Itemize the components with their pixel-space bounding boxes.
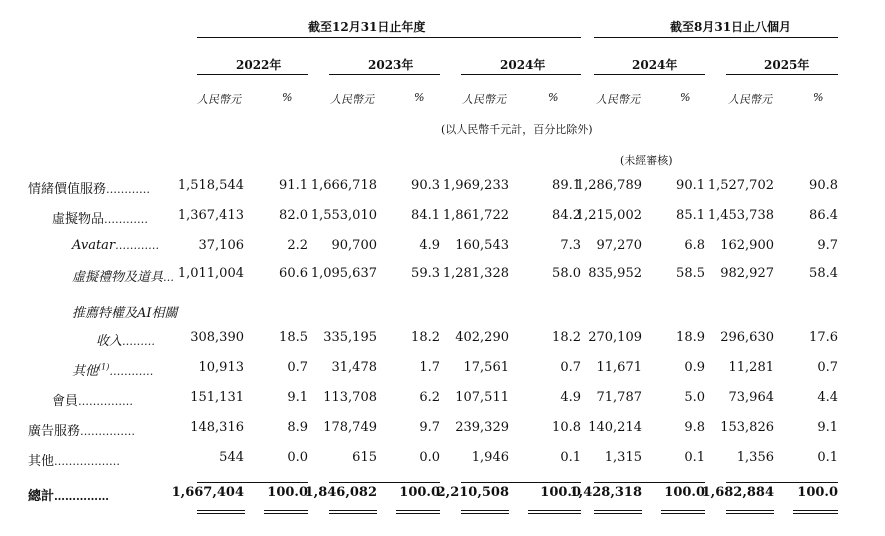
percent-cell: 0.1 xyxy=(560,450,581,465)
leader-dots: …………… xyxy=(78,395,134,408)
amount-cell: 37,106 xyxy=(198,238,244,253)
amount-cell: 107,511 xyxy=(455,390,509,405)
group-header-year: 截至12月31日止年度 xyxy=(308,20,426,34)
amount-cell: 1,215,002 xyxy=(575,208,642,223)
footnote-marker: (1) xyxy=(98,362,110,372)
amount-cell: 11,671 xyxy=(596,360,642,375)
amount-cell: 2,210,508 xyxy=(436,485,509,500)
leader-dots: ……………… xyxy=(54,455,121,468)
total-top-rule-5 xyxy=(726,482,838,483)
percent-cell: 58.5 xyxy=(676,266,705,281)
percent-cell: 8.9 xyxy=(287,420,308,435)
amount-cell: 1,682,884 xyxy=(701,485,774,500)
percent-cell: 2.2 xyxy=(287,238,308,253)
amount-cell: 1,286,789 xyxy=(575,178,642,193)
leader-dots: ………… xyxy=(115,239,160,252)
total-double-rule xyxy=(461,510,509,514)
amount-cell: 402,290 xyxy=(455,330,509,345)
units-note: (以人民幣千元計，百分比除外) xyxy=(441,123,593,136)
percent-cell: 82.0 xyxy=(279,208,308,223)
year-header-4: 2024年 xyxy=(632,58,678,72)
percent-cell: 84.2 xyxy=(552,208,581,223)
amount-cell: 1,315 xyxy=(604,450,642,465)
amount-cell: 270,109 xyxy=(588,330,642,345)
percent-cell: 0.0 xyxy=(419,450,440,465)
row-label-text: 廣告服務 xyxy=(28,424,81,439)
percent-cell: 58.4 xyxy=(809,266,838,281)
percent-cell: 10.8 xyxy=(552,420,581,435)
amount-cell: 71,787 xyxy=(596,390,642,405)
amount-cell: 1,518,544 xyxy=(177,178,244,193)
percent-cell: 91.1 xyxy=(279,178,308,193)
percent-cell: 100.0 xyxy=(399,485,440,500)
total-double-rule xyxy=(661,510,705,514)
year-rule-1 xyxy=(197,74,308,75)
pct-label: % xyxy=(548,91,559,104)
amount-cell: 335,195 xyxy=(323,330,377,345)
currency-label: 人民幣元 xyxy=(596,93,640,106)
percent-cell: 18.9 xyxy=(676,330,705,345)
total-double-rule xyxy=(793,510,838,514)
group-rule-eight-months xyxy=(594,37,838,38)
percent-cell: 6.2 xyxy=(419,390,440,405)
amount-cell: 90,700 xyxy=(331,238,377,253)
amount-cell: 178,749 xyxy=(323,420,377,435)
row-label xyxy=(28,178,150,197)
amount-cell: 140,214 xyxy=(588,420,642,435)
row-label-text: 其他 xyxy=(28,454,55,469)
total-double-rule xyxy=(528,510,581,514)
amount-cell: 1,969,233 xyxy=(442,178,509,193)
percent-cell: 4.4 xyxy=(817,390,838,405)
percent-cell: 0.0 xyxy=(287,450,308,465)
percent-cell: 58.0 xyxy=(552,266,581,281)
percent-cell: 0.9 xyxy=(684,360,705,375)
percent-cell: 9.8 xyxy=(684,420,705,435)
amount-cell: 982,927 xyxy=(720,266,774,281)
pct-label: % xyxy=(414,91,425,104)
percent-cell: 0.7 xyxy=(560,360,581,375)
percent-cell: 18.2 xyxy=(411,330,440,345)
percent-cell: 85.1 xyxy=(676,208,705,223)
percent-cell: 84.1 xyxy=(411,208,440,223)
row-label xyxy=(96,330,155,349)
year-header-3: 2024年 xyxy=(500,58,546,72)
row-label xyxy=(28,420,135,439)
row-label-text: 虛擬禮物及道具 xyxy=(72,270,164,285)
total-top-rule-3 xyxy=(461,482,581,483)
group-header-eight-months: 截至8月31日止八個月 xyxy=(670,20,792,34)
total-double-rule xyxy=(329,510,377,514)
row-label xyxy=(28,485,109,504)
leader-dots: …………… xyxy=(54,490,110,503)
amount-cell: 10,913 xyxy=(198,360,244,375)
percent-cell: 0.1 xyxy=(817,450,838,465)
amount-cell: 1,011,004 xyxy=(177,266,244,281)
percent-cell: 18.2 xyxy=(552,330,581,345)
total-double-rule xyxy=(726,510,774,514)
amount-cell: 1,946 xyxy=(471,450,509,465)
row-label xyxy=(72,360,153,379)
percent-cell: 0.7 xyxy=(287,360,308,375)
year-header-1: 2022年 xyxy=(236,58,282,72)
year-rule-2 xyxy=(329,74,440,75)
leader-dots: … xyxy=(163,271,175,284)
group-rule-year xyxy=(197,37,581,38)
percent-cell: 100.0 xyxy=(267,485,308,500)
currency-label: 人民幣元 xyxy=(330,93,374,106)
row-label-text: 情緒價值服務 xyxy=(28,182,107,197)
amount-cell: 31,478 xyxy=(331,360,377,375)
year-header-5: 2025年 xyxy=(764,58,810,72)
year-rule-3 xyxy=(461,74,581,75)
amount-cell: 1,453,738 xyxy=(707,208,774,223)
amount-cell: 160,543 xyxy=(455,238,509,253)
row-label xyxy=(72,302,178,321)
percent-cell: 1.7 xyxy=(419,360,440,375)
total-double-rule xyxy=(396,510,440,514)
pct-label: % xyxy=(282,91,293,104)
unaudited-note: (未經審核) xyxy=(620,154,673,167)
pct-label: % xyxy=(680,91,691,104)
currency-label: 人民幣元 xyxy=(462,93,506,106)
amount-cell: 97,270 xyxy=(596,238,642,253)
total-top-rule-4 xyxy=(594,482,705,483)
amount-cell: 1,553,010 xyxy=(310,208,377,223)
row-label xyxy=(28,450,120,469)
percent-cell: 4.9 xyxy=(560,390,581,405)
amount-cell: 113,708 xyxy=(323,390,377,405)
row-label-text: 收入 xyxy=(96,334,123,349)
amount-cell: 162,900 xyxy=(720,238,774,253)
amount-cell: 1,667,404 xyxy=(171,485,244,500)
total-double-rule xyxy=(594,510,642,514)
leader-dots: ……… xyxy=(122,335,156,348)
row-label-text: Avatar xyxy=(72,238,116,253)
percent-cell: 9.1 xyxy=(817,420,838,435)
year-header-2: 2023年 xyxy=(368,58,414,72)
percent-cell: 9.1 xyxy=(287,390,308,405)
amount-cell: 73,964 xyxy=(728,390,774,405)
currency-label: 人民幣元 xyxy=(197,93,241,106)
amount-cell: 544 xyxy=(219,450,244,465)
percent-cell: 60.6 xyxy=(279,266,308,281)
amount-cell: 615 xyxy=(352,450,377,465)
leader-dots: ………… xyxy=(104,213,149,226)
amount-cell: 1,861,722 xyxy=(442,208,509,223)
percent-cell: 100.0 xyxy=(797,485,838,500)
percent-cell: 4.9 xyxy=(419,238,440,253)
percent-cell: 100.0 xyxy=(540,485,581,500)
percent-cell: 18.5 xyxy=(279,330,308,345)
row-label xyxy=(72,238,159,253)
percent-cell: 90.8 xyxy=(809,178,838,193)
total-double-rule xyxy=(197,510,245,514)
amount-cell: 1,367,413 xyxy=(177,208,244,223)
amount-cell: 1,846,082 xyxy=(304,485,377,500)
amount-cell: 296,630 xyxy=(720,330,774,345)
amount-cell: 11,281 xyxy=(728,360,774,375)
amount-cell: 1,356 xyxy=(736,450,774,465)
row-label-text: 虛擬物品 xyxy=(52,212,105,227)
amount-cell: 151,131 xyxy=(190,390,244,405)
year-rule-4 xyxy=(594,74,705,75)
total-top-rule-2 xyxy=(329,482,440,483)
percent-cell: 17.6 xyxy=(809,330,838,345)
amount-cell: 835,952 xyxy=(588,266,642,281)
percent-cell: 7.3 xyxy=(560,238,581,253)
amount-cell: 1,666,718 xyxy=(310,178,377,193)
row-label-text: 總計 xyxy=(28,489,55,504)
amount-cell: 17,561 xyxy=(463,360,509,375)
percent-cell: 6.8 xyxy=(684,238,705,253)
year-rule-5 xyxy=(726,74,838,75)
leader-dots: ………… xyxy=(109,365,154,378)
percent-cell: 86.4 xyxy=(809,208,838,223)
amount-cell: 239,329 xyxy=(455,420,509,435)
leader-dots: ………… xyxy=(106,183,151,196)
percent-cell: 90.3 xyxy=(411,178,440,193)
total-double-rule xyxy=(264,510,308,514)
total-top-rule-pct-1 xyxy=(264,482,308,483)
amount-cell: 308,390 xyxy=(190,330,244,345)
percent-cell: 9.7 xyxy=(817,238,838,253)
pct-label: % xyxy=(813,91,824,104)
amount-cell: 1,095,637 xyxy=(310,266,377,281)
row-label xyxy=(52,390,133,409)
amount-cell: 1,281,328 xyxy=(442,266,509,281)
amount-cell: 1,527,702 xyxy=(707,178,774,193)
percent-cell: 90.1 xyxy=(676,178,705,193)
percent-cell: 0.7 xyxy=(817,360,838,375)
row-label-text: 其他 xyxy=(72,364,99,379)
percent-cell: 89.1 xyxy=(552,178,581,193)
amount-cell: 148,316 xyxy=(190,420,244,435)
percent-cell: 0.1 xyxy=(684,450,705,465)
percent-cell: 100.0 xyxy=(664,485,705,500)
currency-label: 人民幣元 xyxy=(728,93,772,106)
leader-dots: …………… xyxy=(80,425,136,438)
amount-cell: 1,428,318 xyxy=(569,485,642,500)
amount-cell: 153,826 xyxy=(720,420,774,435)
row-label-text: 會員 xyxy=(52,394,79,409)
percent-cell: 59.3 xyxy=(411,266,440,281)
row-label-text: 推薦特權及AI相關 xyxy=(72,306,178,321)
percent-cell: 9.7 xyxy=(419,420,440,435)
row-label xyxy=(52,208,148,227)
percent-cell: 5.0 xyxy=(684,390,705,405)
